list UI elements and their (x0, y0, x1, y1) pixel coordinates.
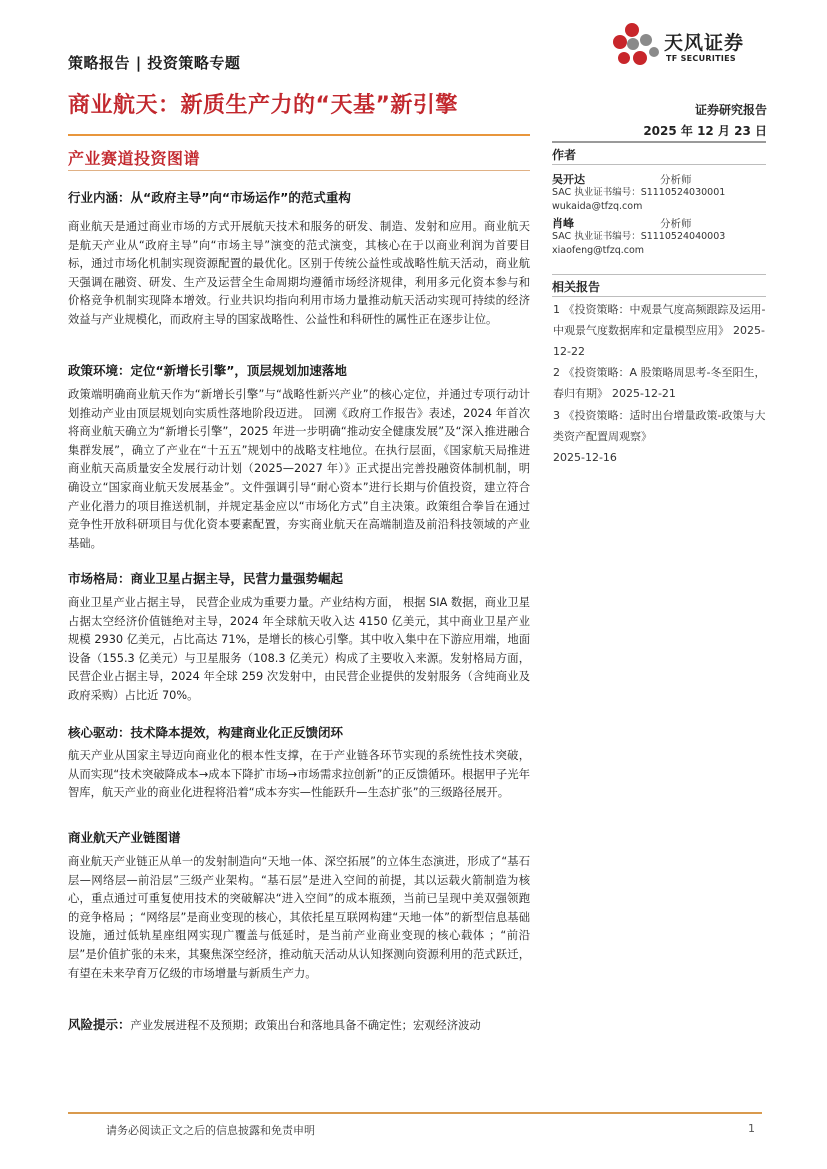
page-title: 商业航天：新质生产力的“天基”新引擎 (68, 93, 458, 118)
section-paragraph: 政策端明确商业航天作为“新增长引擎”与“战略性新兴产业”的核心定位，并通过专项行动计划推动产业由顶层规划向实质性落地阶段迈进。 回溯《政府工作报告》表述，2024 年首次将商业航天确立为“新增长引擎”，2025 年进一步明确“推动安全健康发展”及“深入推进融合集群发展”，确立了产业在“十五五”规划中的战略支柱地位。在执行层面，《国家航天局推进商业航天高质量安全发展行动计划（2025—2027 年）》正式提出完善投融资体制机制，明确设立“国家商业航天发展基金”。文件强调引导“耐心资本”进行长期与价值投资，建立符合产业化潜力的项目推送机制，并规定基金应以“市场化方式”自主决策。政策组合拳旨在通过竞争性开放科研项目与优化资本要素配置，夯实商业航天在高端制造及前沿科技领域的产业基础。 (68, 388, 530, 550)
related-report-date: 2025-12-16 (553, 451, 617, 464)
tf-securities-logo (612, 18, 762, 70)
related-report-item[interactable] (553, 362, 767, 404)
author-name: 肖峰 (552, 217, 574, 230)
related-report-title: 1 《投资策略：中观景气度高频跟踪及运用-中观景气度数据库和定量模型应用》 (553, 303, 766, 337)
page-number: 1 (748, 1122, 755, 1135)
related-report-item[interactable] (553, 405, 767, 468)
brand-name-cn: 天风证券 (664, 32, 745, 54)
related-report-item[interactable] (553, 299, 767, 362)
author-role: 分析师 (660, 174, 692, 186)
section-paragraph: 商业卫星产业占据主导， 民营企业成为重要力量。产业结构方面， 根据 SIA 数据，商业卫星占据太空经济价值链绝对主导，2024 年全球航天收入达 4150 亿美元，其中商业卫星产业规模 2930 亿美元，占比高达 71%，是增长的核心引擎。其中收入集中在下游应用端，地面设备（155.3 亿美元）与卫星服务（108.3 亿美元）构成了主要收入来源。发射格局方面，民营企业占据主导，2024 年全球 259 次发射中，由民营企业提供的发射服务（含纯商业及政府采购）占比近 70%。 (68, 596, 530, 702)
section-paragraph: 商业航天产业链正从单一的发射制造向“天地一体、深空拓展”的立体生态演进，形成了“基石层—网络层—前沿层”三级产业架构。“基石层”是进入空间的前提，其以运载火箭制造为核心，重点通过可重复使用技术的突破解决“进入空间”的成本瓶颈，当前已呈现中美双强领跑的竞争格局 ；“网络层”是商业变现的核心，其依托星互联网构建“天地一体”的新型信息基础设施，通过低轨星座组网实现广覆盖与低延时，是当前产业商业变现的核心载体 ；“前沿层”是价值扩张的未来，其聚焦深空经济，推动航天活动从认知探测向资源利用的范式跃迁，有望在未来孕育万亿级的市场增量与新质生产力。 (68, 855, 530, 980)
section-paragraph: 航天产业从国家主导迈向商业化的根本性支撑，在于产业链各环节实现的系统性技术突破，从而实现“技术突破降成本→成本下降扩市场→市场需求拉创新”的正反馈循环。根据甲子光年智库，航天产业的商业化进程将沿着“成本夯实—性能跃升—生态扩张”的三级路径展开。 (68, 749, 530, 800)
report-category: 策略报告 | 投资策略专题 (68, 54, 241, 72)
related-top-divider (552, 274, 766, 275)
author-name: 吴开达 (552, 173, 585, 186)
author-email-link[interactable]: wukaida@tfzq.com (552, 201, 643, 212)
footer-divider (68, 1112, 762, 1114)
authors-heading: 作者 (552, 148, 577, 162)
logo-flower-icon (612, 20, 662, 70)
risk-label: 风险提示： (68, 1017, 131, 1032)
related-report-date: 2025-12-21 (612, 387, 676, 400)
section-heading: 行业内涵：从“政府主导”向“市场运作”的范式重构 (68, 190, 351, 205)
brand-name-en: TF SECURITIES (666, 54, 736, 63)
authors-divider (552, 164, 766, 165)
risk-warning (68, 1016, 530, 1036)
section-heading: 商业航天产业链图谱 (68, 830, 181, 845)
related-report-title: 3 《投资策略：适时出台增量政策-政策与大类资产配置周观察》 (553, 409, 766, 443)
related-reports-heading: 相关报告 (552, 280, 601, 294)
section-divider (68, 170, 530, 171)
section-title: 产业赛道投资图谱 (68, 149, 201, 168)
report-date: 2025 年 12 月 23 日 (643, 124, 767, 138)
footer-disclaimer: 请务必阅读正文之后的信息披露和免责申明 (106, 1124, 315, 1137)
author-cert: SAC 执业证书编号：S1110524030001 (552, 187, 726, 198)
section-heading: 政策环境：定位“新增长引擎”，顶层规划加速落地 (68, 363, 347, 378)
section-heading: 核心驱动：技术降本提效，构建商业化正反馈闭环 (68, 725, 344, 740)
section-heading: 市场格局：商业卫星占据主导，民营力量强势崛起 (68, 571, 344, 586)
report-type: 证券研究报告 (694, 103, 767, 117)
author-email-link[interactable]: xiaofeng@tfzq.com (552, 245, 645, 256)
sidebar-divider (552, 141, 766, 143)
related-report-date: 2025-12-22 (553, 324, 765, 358)
title-divider (68, 134, 530, 136)
related-divider (552, 296, 766, 297)
risk-text: 产业发展进程不及预期；政策出台和落地具备不确定性；宏观经济波动 (130, 1019, 481, 1032)
section-paragraph: 商业航天是通过商业市场的方式开展航天技术和服务的研发、制造、发射和应用。商业航天是航天产业从“政府主导”向“市场主导”演变的范式演变，其核心在于以商业利润为首要目标，通过市场化机制实现资源配置的最优化。区别于传统公益性或战略性航天活动，商业航天强调在融资、研发、生产及运营全生命周期均遵循市场经济规律，利用多元化资本参与和价格竞争机制实现降本增效。行业共识均指向利用市场力量推动航天活动实现可持续的经济效益与产业规模化，而政府主导的国家战略性、公益性和科研性的属性正在逐步让位。 (68, 220, 530, 326)
related-report-title: 2 《投资策略：A 股策略周思考-冬至阳生，春归有期》 (553, 366, 766, 400)
author-role: 分析师 (660, 218, 692, 230)
author-cert: SAC 执业证书编号：S1110524040003 (552, 231, 726, 242)
